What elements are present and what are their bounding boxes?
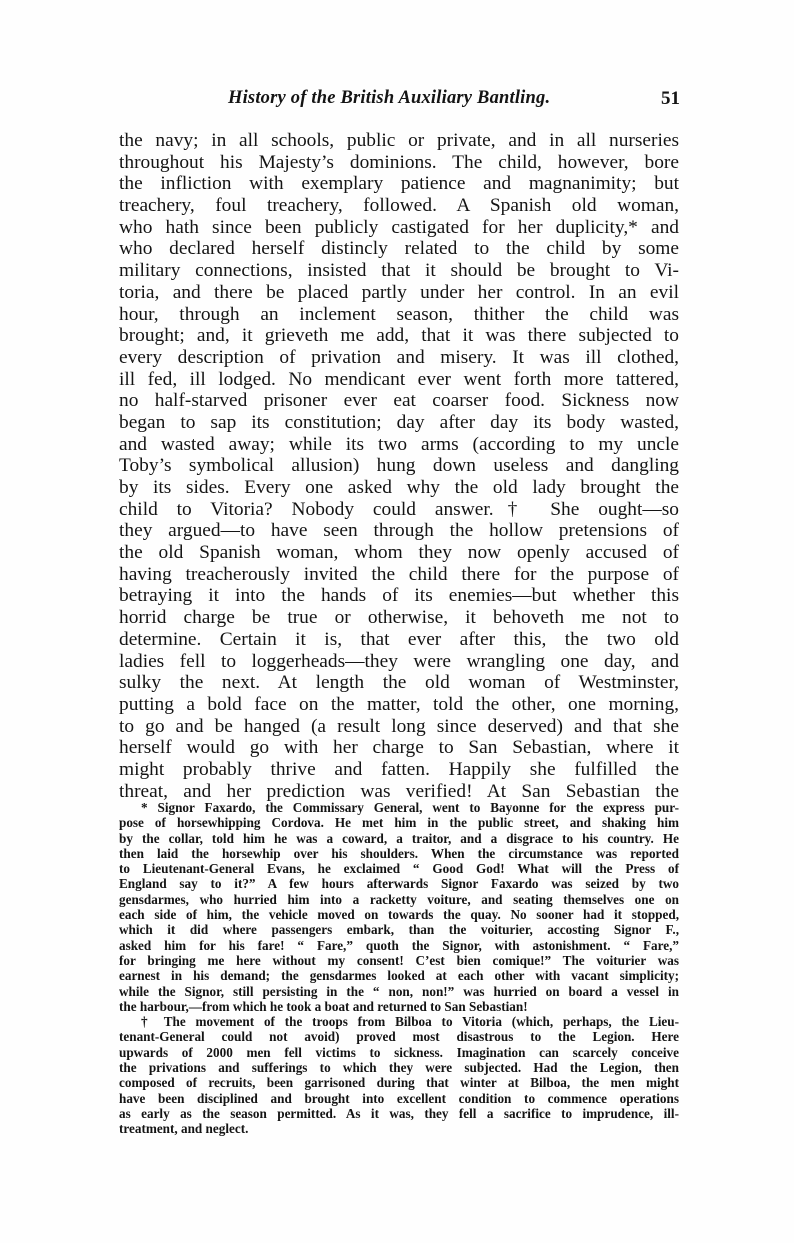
footnote-line: have been disciplined and brought into excellent condition to commence operations bbox=[119, 1090, 679, 1106]
text-line: child to Vitoria? Nobody could answer.† She ought—so bbox=[119, 498, 679, 520]
text-line: might probably thrive and fatten. Happily she fulfilled the bbox=[119, 758, 679, 780]
text-line: treachery, foul treachery, followed. A Spanish old woman, bbox=[119, 195, 679, 217]
text-line: sulky the next. At length the old woman of Westminster, bbox=[119, 672, 679, 694]
text-line: herself would go with her charge to San Sebastian, where it bbox=[119, 737, 679, 759]
text-line: brought; and, it grieveth me add, that it was there subjected to bbox=[119, 325, 679, 347]
footnote-line: asked him for his fare! “ Fare,” quoth the Signor, with astonishment. “ Fare,” bbox=[119, 937, 679, 953]
text-line: no half-starved prisoner ever eat coarser food. Sickness now bbox=[119, 390, 679, 412]
text-line: the old Spanish woman, whom they now openly accused of bbox=[119, 542, 679, 564]
footnote-line: England say to it?” A few hours afterwards Signor Faxardo was seized by two bbox=[119, 876, 679, 892]
footnote-line: then laid the horsewhip over his shoulders. When the circumstance was reported bbox=[119, 845, 679, 861]
footnote-line: to Lieutenant-General Evans, he exclaimed “ Good God! What will the Press of bbox=[119, 861, 679, 877]
footnote-line: treatment, and neglect. bbox=[119, 1121, 249, 1137]
text-line: having treacherously invited the child there for the purpose of bbox=[119, 563, 679, 585]
text-line: they argued—to have seen through the hollow pretensions of bbox=[119, 520, 679, 542]
footnote-line: while the Signor, still persisting in the “ non, non!” was hurried on board a vessel in bbox=[119, 983, 679, 999]
text-line: the infliction with exemplary patience and magnanimity; but bbox=[119, 173, 679, 195]
text-line: to go and be hanged (a result long since deserved) and that she bbox=[119, 715, 679, 737]
text-line: ill fed, ill lodged. No mendicant ever went forth more tattered, bbox=[119, 368, 679, 390]
text-line: ladies fell to loggerheads—they were wrangling one day, and bbox=[119, 650, 679, 672]
text-line: Toby’s symbolical allusion) hung down useless and dangling bbox=[119, 455, 679, 477]
footnote-line: tenant-General could not avoid) proved most disastrous to the Legion. Here bbox=[119, 1029, 679, 1045]
footnotes bbox=[119, 800, 679, 1137]
text-line: who declared herself distincly related to the child by some bbox=[119, 238, 679, 260]
page-number: 51 bbox=[661, 88, 680, 109]
footnote-line: composed of recruits, been garrisoned during that winter at Bilboa, the men might bbox=[119, 1075, 679, 1091]
footnote-dagger bbox=[119, 1014, 679, 1136]
footnote-line: the harbour,—from which he took a boat and returned to San Sebastian! bbox=[119, 998, 528, 1014]
footnote-line: each side of him, the vehicle moved on towards the quay. No sooner had it stopped, bbox=[119, 907, 679, 923]
text-line: who hath since been publicly castigated for her duplicity,* and bbox=[119, 216, 679, 238]
footnote-line: the privations and sufferings to which they were subjected. Had the Legion, then bbox=[119, 1060, 679, 1076]
text-line: military connections, insisted that it should be brought to Vi- bbox=[119, 260, 679, 282]
text-line: throughout his Majesty’s dominions. The child, however, bore bbox=[119, 151, 679, 173]
text-line: the navy; in all schools, public or private, and in all nurseries bbox=[119, 130, 679, 151]
text-line: betraying it into the hands of its enemies—but whether this bbox=[119, 585, 679, 607]
footnote-line: which it did where passengers embark, than the voiturier, accosting Signor F., bbox=[119, 922, 679, 938]
footnote-line: upwards of 2000 men fell victims to sickness. Imagination can scarcely conceive bbox=[119, 1044, 679, 1060]
text-line: hour, through an inclement season, thither the child was bbox=[119, 303, 679, 325]
footnote-line: † The movement of the troops from Bilboa to Vitoria (which, perhaps, the Lieu- bbox=[141, 1014, 679, 1030]
text-line: toria, and there be placed partly under her control. In an evil bbox=[119, 281, 679, 303]
footnote-line: by the collar, told him he was a coward, a traitor, and a disgrace to his country. He bbox=[119, 830, 679, 846]
footnote-line: * Signor Faxardo, the Commissary General, went to Bayonne for the express pur- bbox=[141, 800, 679, 815]
running-title: History of the British Auxiliary Bantling. bbox=[228, 88, 551, 108]
running-head bbox=[228, 88, 680, 114]
footnote-line: earnest in his demand; the gensdarmes looked at each other with vacant simplicity; bbox=[119, 968, 679, 984]
footnote-line: pose of horsewhipping Cordova. He met him in the public street, and shaking him bbox=[119, 815, 679, 831]
text-line: began to sap its constitution; day after day its body wasted, bbox=[119, 411, 679, 433]
text-line: threat, and her prediction was verified! At San Sebastian the bbox=[119, 780, 679, 802]
footnote-line: as early as the season permitted. As it was, they fell a sacrifice to imprudence, ill- bbox=[119, 1105, 679, 1121]
text-line: every description of privation and misery. It was ill clothed, bbox=[119, 346, 679, 368]
text-line: determine. Certain it is, that ever after this, the two old bbox=[119, 628, 679, 650]
footnote-asterisk bbox=[119, 800, 679, 1014]
text-line: horrid charge be true or otherwise, it behoveth me not to bbox=[119, 607, 679, 629]
text-line: by its sides. Every one asked why the old lady brought the bbox=[119, 477, 679, 498]
text-line: and wasted away; while its two arms (according to my uncle bbox=[119, 433, 679, 455]
main-text bbox=[119, 130, 679, 802]
footnote-line: gensdarmes, who hurried him into a racketty voiture, and seating themselves one on bbox=[119, 891, 679, 907]
footnote-line: for bringing me here without my consent! C’est bien comique!” The voiturier was bbox=[119, 952, 679, 968]
text-line: putting a bold face on the matter, told the other, one morning, bbox=[119, 693, 679, 715]
